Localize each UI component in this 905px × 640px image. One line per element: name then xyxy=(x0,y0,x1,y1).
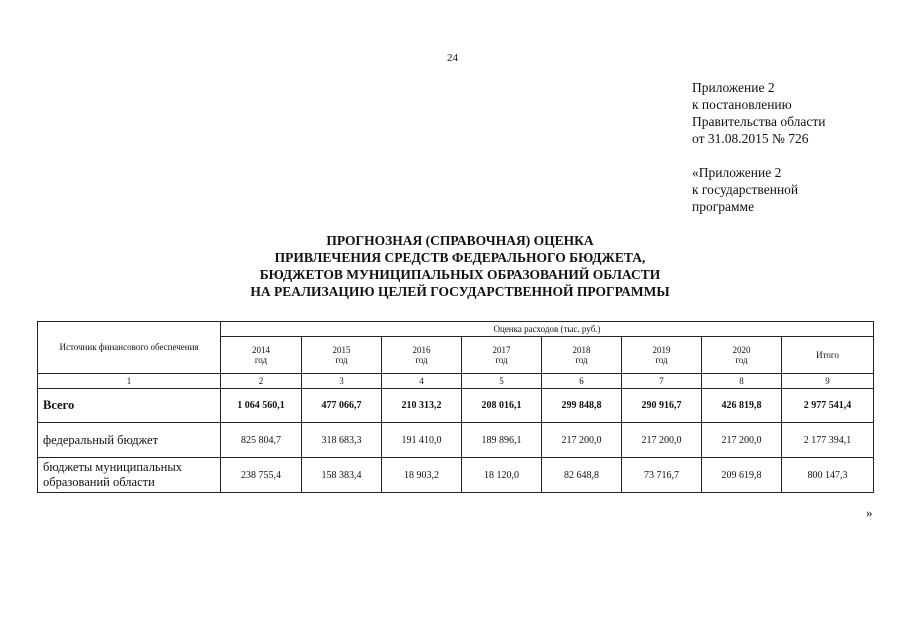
column-number: 5 xyxy=(462,374,542,389)
table-cell: 299 848,8 xyxy=(542,389,622,423)
table-cell: 800 147,3 xyxy=(782,458,874,493)
appendix-note-2-line: «Приложение 2 xyxy=(692,165,782,180)
column-number: 4 xyxy=(382,374,462,389)
row-source-label: бюджеты муниципальных образований области xyxy=(38,458,221,493)
year-header-2019: 2019 год xyxy=(622,337,702,374)
column-number: 7 xyxy=(622,374,702,389)
column-number: 2 xyxy=(221,374,302,389)
appendix-note-line: Правительства области xyxy=(692,114,826,129)
table-cell: 2 177 394,1 xyxy=(782,423,874,458)
estimate-header: Оценка расходов (тыс. руб.) xyxy=(221,322,874,337)
appendix-note xyxy=(692,79,825,147)
table-cell: 217 200,0 xyxy=(702,423,782,458)
table-row-municipal xyxy=(38,458,874,493)
column-number: 8 xyxy=(702,374,782,389)
title-line: ПРОГНОЗНАЯ (СПРАВОЧНАЯ) ОЦЕНКА xyxy=(326,233,594,248)
document-title xyxy=(150,232,770,300)
year-header-2017: 2017 год xyxy=(462,337,542,374)
source-header: Источник финансового обеспечения xyxy=(38,322,221,374)
year-header-2016: 2016 год xyxy=(382,337,462,374)
table-cell: 825 804,7 xyxy=(221,423,302,458)
table-cell: 82 648,8 xyxy=(542,458,622,493)
table-cell: 18 903,2 xyxy=(382,458,462,493)
year-header-2018: 2018 год xyxy=(542,337,622,374)
table-cell: 1 064 560,1 xyxy=(221,389,302,423)
table-cell: 18 120,0 xyxy=(462,458,542,493)
appendix-note-2 xyxy=(692,164,798,215)
title-line: БЮДЖЕТОВ МУНИЦИПАЛЬНЫХ ОБРАЗОВАНИЙ ОБЛАСТИ xyxy=(259,267,661,282)
title-line: ПРИВЛЕЧЕНИЯ СРЕДСТВ ФЕДЕРАЛЬНОГО БЮДЖЕТА, xyxy=(274,250,646,265)
table-cell: 238 755,4 xyxy=(221,458,302,493)
appendix-note-2-line: к государственной xyxy=(692,182,799,197)
table-cell: 208 016,1 xyxy=(462,389,542,423)
page-number: 24 xyxy=(447,52,458,64)
column-number: 6 xyxy=(542,374,622,389)
year-header-2015: 2015 год xyxy=(302,337,382,374)
total-header: Итого xyxy=(782,337,874,374)
table-cell: 318 683,3 xyxy=(302,423,382,458)
appendix-note-line: Приложение 2 xyxy=(692,80,775,95)
table-cell: 158 383,4 xyxy=(302,458,382,493)
appendix-note-line: к постановлению xyxy=(692,97,792,112)
table-cell: 210 313,2 xyxy=(382,389,462,423)
table-cell: 217 200,0 xyxy=(542,423,622,458)
year-header-2020: 2020 год xyxy=(702,337,782,374)
table-cell: 217 200,0 xyxy=(622,423,702,458)
appendix-note-line: от 31.08.2015 № 726 xyxy=(692,131,809,146)
column-number: 9 xyxy=(782,374,874,389)
appendix-note-2-line: программе xyxy=(692,199,755,214)
table-row-federal xyxy=(38,423,874,458)
table-cell: 191 410,0 xyxy=(382,423,462,458)
table-cell: 426 819,8 xyxy=(702,389,782,423)
column-number: 3 xyxy=(302,374,382,389)
column-number: 1 xyxy=(38,374,221,389)
table-cell: 290 916,7 xyxy=(622,389,702,423)
row-source-label: федеральный бюджет xyxy=(38,423,221,458)
funding-table xyxy=(37,321,874,493)
table-cell: 2 977 541,4 xyxy=(782,389,874,423)
year-header-2014: 2014 год xyxy=(221,337,302,374)
table-cell: 189 896,1 xyxy=(462,423,542,458)
title-line: НА РЕАЛИЗАЦИЮ ЦЕЛЕЙ ГОСУДАРСТВЕННОЙ ПРОГРАММЫ xyxy=(250,284,670,299)
closing-quote: » xyxy=(866,505,873,520)
column-number-row xyxy=(38,374,874,389)
table-cell: 477 066,7 xyxy=(302,389,382,423)
table-cell: 209 619,8 xyxy=(702,458,782,493)
table-row-total xyxy=(38,389,874,423)
row-source-label: Всего xyxy=(38,389,221,423)
table-cell: 73 716,7 xyxy=(622,458,702,493)
